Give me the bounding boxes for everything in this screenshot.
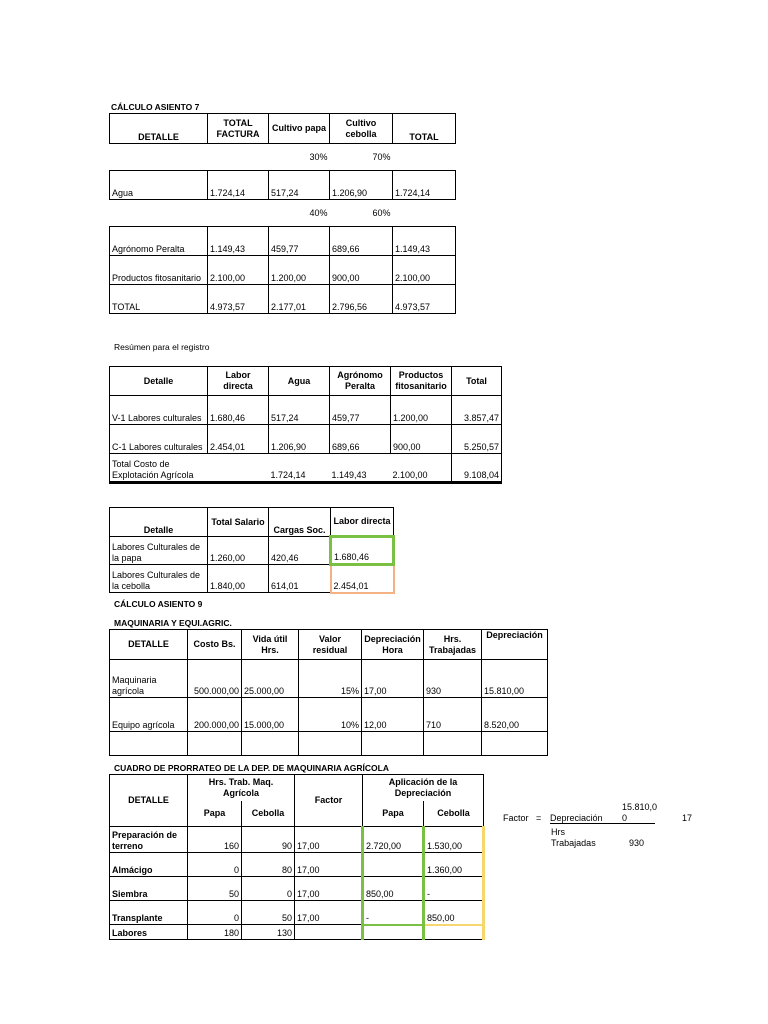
maq-row2-costo: 200.000,00	[188, 698, 242, 732]
maq-row1-hrs: 930	[424, 660, 482, 698]
factor-label: Factor	[503, 813, 529, 823]
maq-row2-vida: 15.000,00	[242, 698, 299, 732]
maq-row1-dep: 15.810,00	[482, 660, 548, 698]
asiento9-subtitle: MAQUINARIA Y EQUI.AGRIC.	[114, 618, 232, 628]
prorrateo-table	[109, 774, 485, 940]
factor-numerator-value: 15.810,00	[622, 802, 658, 823]
row-productos-papa: 1.200,00	[269, 256, 330, 285]
pr-row5-factor	[295, 925, 363, 940]
row-total-factura: 4.973,57	[208, 285, 269, 314]
pr-row2-cebolla: 80	[242, 853, 295, 877]
maq-col-dep-hora: Depreciación Hora	[362, 630, 424, 660]
resumen-col-total: Total	[452, 367, 502, 396]
pr-row4-aplic-papa: -	[363, 901, 424, 925]
row-productos-label: Productos fitosanitario	[110, 256, 208, 285]
pr-row2-label: Almácigo	[110, 853, 188, 877]
labor-row2-label: Labores Culturales de la cebolla	[110, 565, 208, 593]
pr-row3-label: Siembra	[110, 877, 188, 901]
pr-row4-papa: 0	[188, 901, 242, 925]
pr-col-hrs-cebolla: Cebolla	[242, 801, 295, 827]
asiento7-table	[109, 113, 456, 314]
maq-row1-label: Maquinaria agrícola	[110, 660, 188, 698]
pr-row5-aplic-cebolla	[424, 925, 484, 940]
row-agronomo-label: Agrónomo Peralta	[110, 227, 208, 256]
row-agua-papa: 517,24	[269, 171, 330, 200]
labor-row2-salario: 1.840,00	[208, 565, 269, 593]
factor-denominator-label: Hrs Trabajadas	[551, 827, 596, 848]
pr-row5-aplic-papa	[363, 925, 424, 940]
pr-row2-aplic-papa	[363, 853, 424, 877]
resumen-row3-agronomo: 1.149,43	[330, 454, 391, 483]
maq-row1-dep-hora: 17,00	[362, 660, 424, 698]
resumen-row2-total: 5.250,57	[452, 425, 502, 454]
resumen-col-productos: Productos fitosanitario	[391, 367, 452, 396]
pr-row1-cebolla: 90	[242, 827, 295, 853]
pr-row3-aplic-cebolla: -	[424, 877, 484, 901]
pr-row4-aplic-cebolla: 850,00	[424, 901, 484, 925]
row-total-label: TOTAL	[110, 285, 208, 314]
resumen-row2-agronomo: 689,66	[330, 425, 391, 454]
row-agronomo-total: 1.149,43	[393, 227, 456, 256]
maq-col-hrs: Hrs. Trabajadas	[424, 630, 482, 660]
pr-row1-factor: 17,00	[295, 827, 363, 853]
resumen-row3-label: Total Costo de Explotación Agrícola	[110, 454, 208, 483]
row-agua-cebolla: 1.206,90	[330, 171, 393, 200]
resumen-row3-agua: 1.724,14	[269, 454, 330, 483]
labor-col-detalle: Detalle	[110, 508, 208, 537]
pr-row4-label: Transplante	[110, 901, 188, 925]
resumen-row1-labor: 1.680,46	[208, 396, 269, 425]
maq-row2-hrs: 710	[424, 698, 482, 732]
resumen-row3-productos: 2.100,00	[391, 454, 452, 483]
resumen-row3-labor	[208, 454, 269, 483]
resumen-row2-agua: 1.206,90	[269, 425, 330, 454]
col-total: TOTAL	[393, 114, 456, 144]
row-productos-total: 2.100,00	[393, 256, 456, 285]
maq-col-costo: Costo Bs.	[188, 630, 242, 660]
resumen-col-agua: Agua	[269, 367, 330, 396]
pr-row3-cebolla: 0	[242, 877, 295, 901]
factor-denominator-value: 930	[629, 838, 645, 848]
row-agronomo-papa: 459,77	[269, 227, 330, 256]
maq-row2-dep-hora: 12,00	[362, 698, 424, 732]
resumen-row1-total: 3.857,47	[452, 396, 502, 425]
resumen-row1-label: V-1 Labores culturales	[110, 396, 208, 425]
resumen-row3-total: 9.108,04	[452, 454, 502, 483]
maq-col-detalle: DETALLE	[110, 630, 188, 660]
pr-row1-aplic-cebolla: 1.530,00	[424, 827, 484, 853]
pr-col-hrs-papa: Papa	[188, 801, 242, 827]
labor-col-labor: Labor directa	[331, 508, 394, 537]
pr-row2-papa: 0	[188, 853, 242, 877]
resumen-row2-labor: 2.454,01	[208, 425, 269, 454]
row-productos-cebolla: 900,00	[330, 256, 393, 285]
pr-col-aplic-papa: Papa	[363, 801, 424, 827]
maq-col-valor: Valor residual	[299, 630, 362, 660]
pr-col-factor: Factor	[295, 775, 363, 827]
pr-col-detalle: DETALLE	[110, 775, 188, 827]
maq-row1-costo: 500.000,00	[188, 660, 242, 698]
pr-row5-papa: 180	[188, 925, 242, 940]
maq-col-dep: Depreciación	[482, 630, 548, 660]
col-detalle: DETALLE	[110, 114, 208, 144]
resumen-col-labor: Labor directa	[208, 367, 269, 396]
row-agronomo-cebolla: 689,66	[330, 227, 393, 256]
labor-row1-salario: 1.260,00	[208, 537, 269, 565]
maq-row2-valor: 10%	[299, 698, 362, 732]
pct-cebolla-2: 60%	[372, 207, 391, 218]
maq-row1-vida: 25.000,00	[242, 660, 299, 698]
maq-row1-valor: 15%	[299, 660, 362, 698]
resumen-col-agronomo: Agrónomo Peralta	[330, 367, 391, 396]
col-cultivo-papa: Cultivo papa	[269, 114, 330, 144]
labor-col-cargas: Cargas Soc.	[269, 508, 331, 537]
row-productos-factura: 2.100,00	[208, 256, 269, 285]
resumen-row1-agronomo: 459,77	[330, 396, 391, 425]
labor-row1-cargas: 420,46	[269, 537, 331, 565]
row-agua-label: Agua	[110, 171, 208, 200]
labor-row1-label: Labores Culturales de la papa	[110, 537, 208, 565]
resumen-row2-productos: 900,00	[391, 425, 452, 454]
row-agua-factura: 1.724,14	[208, 171, 269, 200]
factor-numerator-label: Depreciación	[550, 813, 655, 824]
resumen-title: Resúmen para el registro	[114, 342, 210, 352]
pr-row3-papa: 50	[188, 877, 242, 901]
maquinaria-table	[109, 629, 548, 756]
labor-row2-labor: 2.454,01	[331, 565, 394, 593]
col-cultivo-cebolla: Cultivo cebolla	[330, 114, 393, 144]
row-total-total: 4.973,57	[393, 285, 456, 314]
pr-row2-factor: 17,00	[295, 853, 363, 877]
maq-row2-dep: 8.520,00	[482, 698, 548, 732]
resumen-row2-label: C-1 Labores culturales	[110, 425, 208, 454]
resumen-table	[109, 366, 502, 484]
labor-row2-cargas: 614,01	[269, 565, 331, 593]
maq-row2-label: Equipo agrícola	[110, 698, 188, 732]
pct-papa-1: 30%	[309, 151, 328, 162]
row-agronomo-factura: 1.149,43	[208, 227, 269, 256]
pct-papa-2: 40%	[309, 207, 328, 218]
pr-row1-papa: 160	[188, 827, 242, 853]
asiento9-title: CÁLCULO ASIENTO 9	[114, 599, 203, 609]
prorrateo-title: CUADRO DE PRORRATEO DE LA DEP. DE MAQUINARIA AGRÍCOLA	[114, 763, 390, 773]
pr-row3-aplic-papa: 850,00	[363, 877, 424, 901]
labor-row1-labor: 1.680,46	[331, 537, 394, 565]
pr-row1-label: Preparación de terreno	[110, 827, 188, 853]
resumen-row1-productos: 1.200,00	[391, 396, 452, 425]
row-total-cebolla: 2.796,56	[330, 285, 393, 314]
pr-col-aplic: Aplicación de la Depreciación	[363, 775, 484, 801]
factor-result: 17	[682, 813, 693, 823]
resumen-row1-agua: 517,24	[269, 396, 330, 425]
row-total-papa: 2.177,01	[269, 285, 330, 314]
factor-equals: =	[536, 813, 542, 823]
asiento7-title: CÁLCULO ASIENTO 7	[111, 102, 200, 112]
pr-row4-cebolla: 50	[242, 901, 295, 925]
labor-col-salario: Total Salario	[208, 508, 269, 537]
col-total-factura: TOTAL FACTURA	[208, 114, 269, 144]
pr-col-aplic-cebolla: Cebolla	[424, 801, 484, 827]
pr-row3-factor: 17,00	[295, 877, 363, 901]
pr-row4-factor: 17,00	[295, 901, 363, 925]
pct-cebolla-1: 70%	[372, 151, 391, 162]
pr-row5-label: Labores	[110, 925, 188, 940]
labor-table	[109, 507, 395, 594]
maq-col-vida: Vida útil Hrs.	[242, 630, 299, 660]
pr-row2-aplic-cebolla: 1.360,00	[424, 853, 484, 877]
pr-col-hrs: Hrs. Trab. Maq. Agrícola	[188, 775, 295, 801]
row-agua-total: 1.724,14	[393, 171, 456, 200]
resumen-col-detalle: Detalle	[110, 367, 208, 396]
pr-row5-cebolla: 130	[242, 925, 295, 940]
pr-row1-aplic-papa: 2.720,00	[363, 827, 424, 853]
